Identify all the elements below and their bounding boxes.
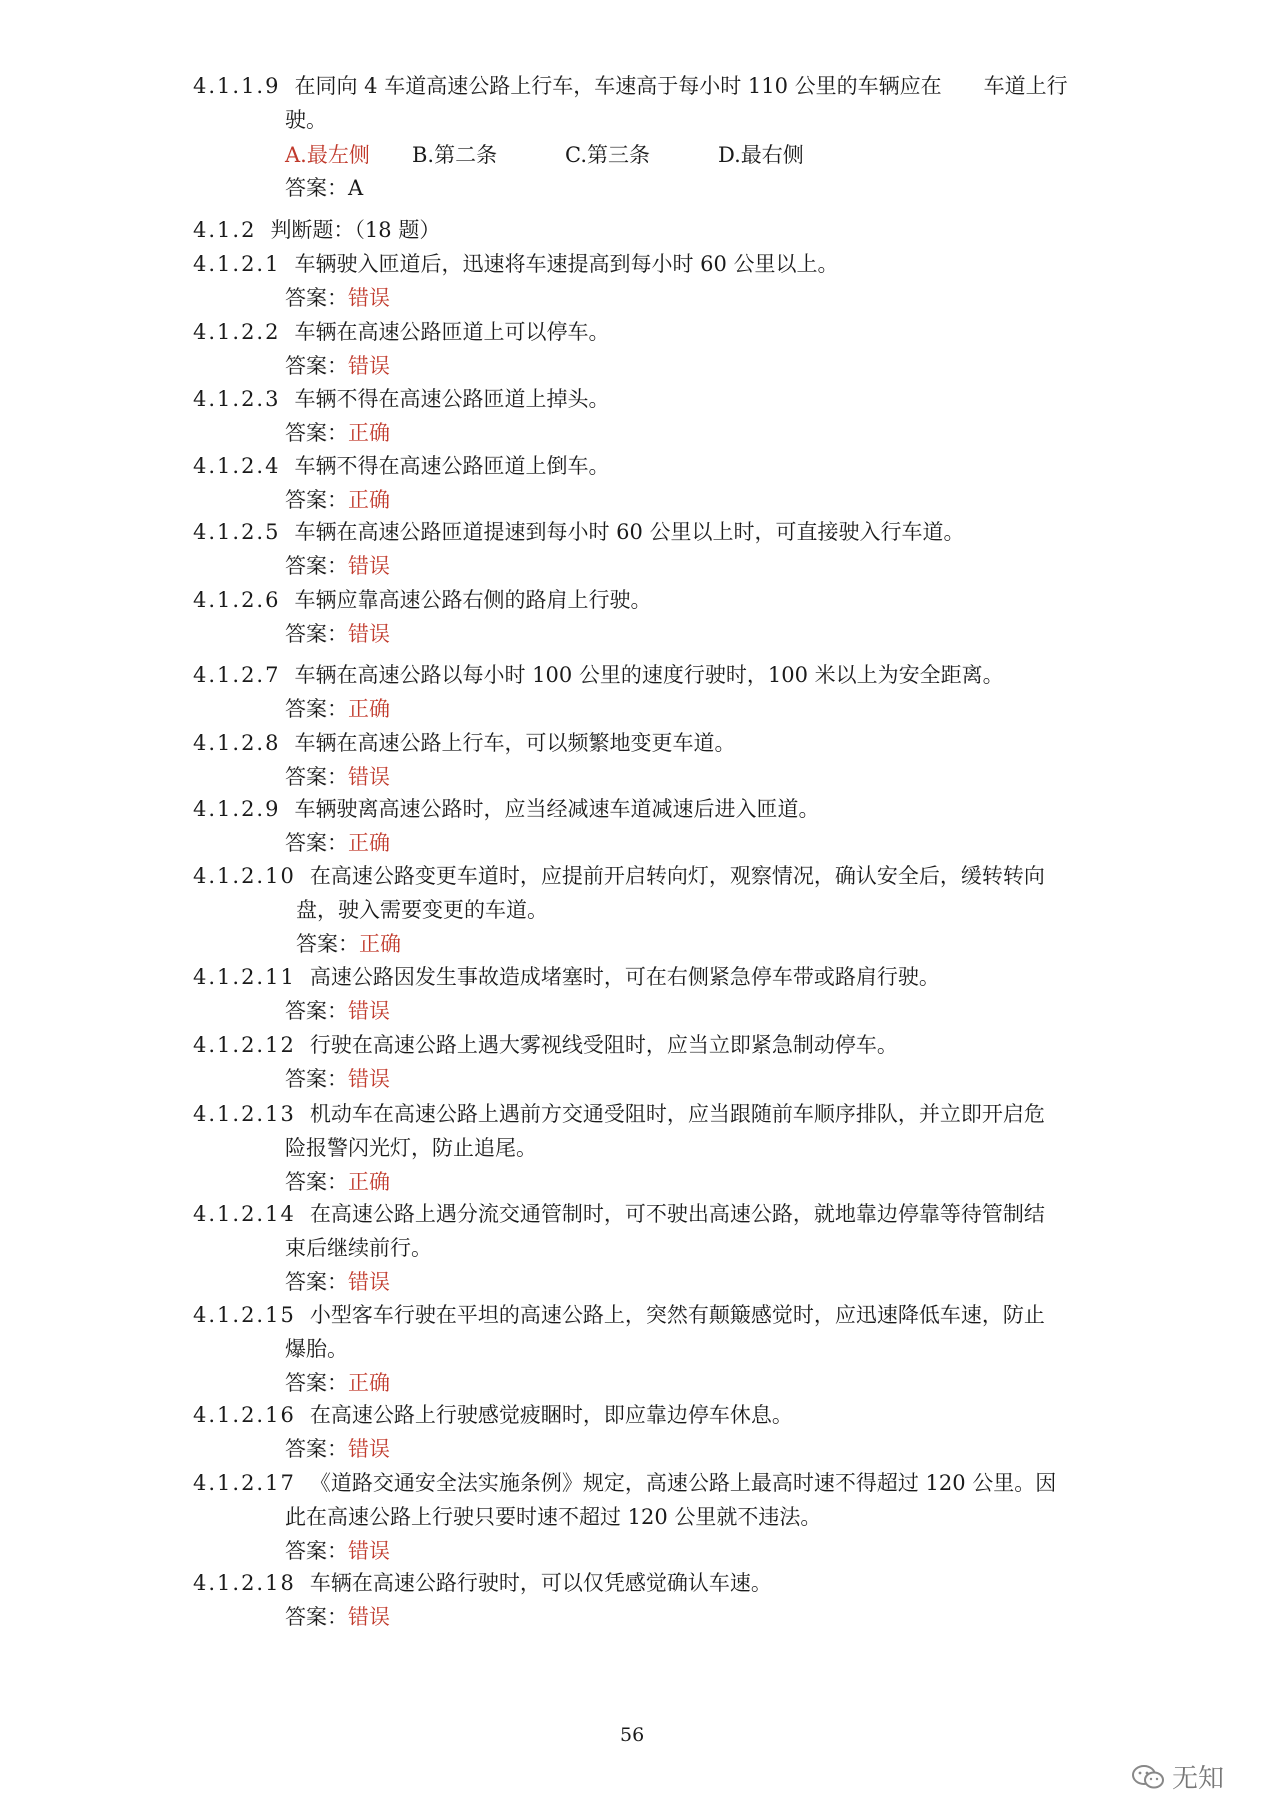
question-number: 4.1.2.8 — [193, 731, 281, 755]
question-text: 车辆应靠高速公路右侧的路肩上行驶。 — [294, 588, 652, 612]
answer-line — [285, 174, 363, 202]
question-text: 在高速公路变更车道时，应提前开启转向灯，观察情况，确认安全后，缓转转向 — [309, 864, 1045, 888]
answer-value: 正确 — [348, 488, 390, 512]
answer-value: 错误 — [348, 622, 390, 646]
question-line — [193, 518, 965, 546]
question-line — [193, 1031, 898, 1059]
question-number: 4.1.2.9 — [193, 797, 281, 821]
wechat-icon — [1130, 1762, 1166, 1792]
answer-label: 答案： — [285, 1067, 348, 1091]
question-number: 4.1.1.9 — [193, 74, 281, 98]
question-text: 车辆驶离高速公路时，应当经减速车道减速后进入匝道。 — [294, 797, 820, 821]
question-line — [193, 318, 609, 346]
question-line — [193, 385, 609, 413]
question-text: 车辆不得在高速公路匝道上倒车。 — [294, 454, 610, 478]
answer-label: 答案： — [285, 765, 348, 789]
question-line — [193, 661, 1004, 689]
page-number: 56 — [620, 1724, 645, 1746]
answer-label: 答案： — [285, 421, 348, 445]
answer-line — [285, 1603, 390, 1631]
question-number: 4.1.2.15 — [193, 1303, 296, 1327]
answer-label: 答案： — [285, 1270, 348, 1294]
question-line-cont — [285, 1134, 537, 1162]
question-line — [193, 1401, 793, 1429]
option-c: C.第三条 — [565, 143, 650, 167]
question-text: 《道路交通安全法实施条例》规定，高速公路上最高时速不得超过 120 公里。因 — [309, 1471, 1057, 1495]
answer-value: 错误 — [348, 354, 390, 378]
answer-label: 答案： — [285, 1539, 348, 1563]
answer-line — [296, 930, 401, 958]
question-text: 行驶在高速公路上遇大雾视线受阻时，应当立即紧急制动停车。 — [309, 1033, 898, 1057]
question-number: 4.1.2.17 — [193, 1471, 296, 1495]
question-text: 车辆在高速公路上行车，可以频繁地变更车道。 — [294, 731, 736, 755]
answer-label: 答案： — [285, 999, 348, 1023]
answer-line — [285, 1369, 390, 1397]
question-line — [193, 862, 1045, 890]
answer-value: 正确 — [348, 421, 390, 445]
answer-label: 答案： — [285, 1170, 348, 1194]
answer-line — [285, 763, 390, 791]
answer-value: 错误 — [348, 286, 390, 310]
answer-label: 答案： — [285, 1605, 348, 1629]
answer-value: 正确 — [348, 1371, 390, 1395]
watermark-text: 无知 — [1172, 1764, 1225, 1794]
question-text: 车辆不得在高速公路匝道上掉头。 — [294, 387, 610, 411]
question-line — [193, 452, 609, 480]
answer-line — [285, 829, 390, 857]
question-text: 驶。 — [285, 108, 327, 132]
option-a: A.最左侧 — [285, 143, 370, 167]
question-line — [193, 1569, 772, 1597]
option-b: B.第二条 — [412, 143, 498, 167]
question-number: 4.1.2.5 — [193, 520, 281, 544]
answer-value: 错误 — [348, 1605, 390, 1629]
question-number: 4.1.2.3 — [193, 387, 281, 411]
answer-line — [285, 620, 390, 648]
answer-line — [285, 1065, 390, 1093]
answer-line — [285, 352, 390, 380]
question-number: 4.1.2.1 — [193, 252, 281, 276]
question-text: 此在高速公路上行驶只要时速不超过 120 公里就不违法。 — [285, 1505, 822, 1529]
options-line — [285, 141, 804, 169]
question-number: 4.1.2.7 — [193, 663, 281, 687]
answer-value: 错误 — [348, 1437, 390, 1461]
answer-label: 答案： — [285, 354, 348, 378]
question-text: 车辆在高速公路行驶时，可以仅凭感觉确认车速。 — [309, 1571, 772, 1595]
watermark — [1130, 1758, 1224, 1795]
question-line — [193, 72, 1068, 100]
answer-label: 答案： — [285, 1371, 348, 1395]
question-line-cont — [285, 1234, 432, 1262]
question-line-cont — [296, 896, 548, 924]
question-text: 盘，驶入需要变更的车道。 — [296, 898, 548, 922]
question-line — [193, 1100, 1045, 1128]
answer-line — [285, 419, 390, 447]
question-line-cont — [285, 106, 327, 134]
question-number: 4.1.2.10 — [193, 864, 296, 888]
option-d: D.最右侧 — [718, 143, 804, 167]
question-number: 4.1.2.18 — [193, 1571, 296, 1595]
question-number: 4.1.2.4 — [193, 454, 281, 478]
answer-line — [285, 1168, 390, 1196]
question-text: 爆胎。 — [285, 1337, 348, 1361]
question-line — [193, 1200, 1045, 1228]
section-title: 判断题：（18 题） — [270, 218, 441, 242]
question-number: 4.1.2.12 — [193, 1033, 296, 1057]
answer-label: 答案： — [285, 697, 348, 721]
question-line-cont — [285, 1503, 821, 1531]
answer-label: 答案： — [285, 286, 348, 310]
question-line — [193, 795, 819, 823]
answer-value: 错误 — [348, 765, 390, 789]
question-text: 险报警闪光灯，防止追尾。 — [285, 1136, 537, 1160]
answer-line — [285, 284, 390, 312]
answer-label: 答案： — [285, 1437, 348, 1461]
question-text: 在高速公路上行驶感觉疲睏时，即应靠边停车休息。 — [309, 1403, 793, 1427]
answer-line — [285, 1537, 390, 1565]
answer-value: 正确 — [348, 697, 390, 721]
question-text: 在同向 4 车道高速公路上行车，车速高于每小时 110 公里的车辆应在 车道上行 — [294, 74, 1068, 98]
question-text: 车辆在高速公路以每小时 100 公里的速度行驶时，100 米以上为安全距离。 — [294, 663, 1004, 687]
question-line — [193, 963, 940, 991]
answer-value: 正确 — [348, 1170, 390, 1194]
answer-line — [285, 1268, 390, 1296]
answer-value: 正确 — [348, 831, 390, 855]
answer-line — [285, 695, 390, 723]
answer-value: 错误 — [348, 1539, 390, 1563]
question-line — [193, 586, 651, 614]
answer-value: 错误 — [348, 554, 390, 578]
question-line — [193, 1469, 1056, 1497]
answer-value: 错误 — [348, 1270, 390, 1294]
section-heading — [193, 216, 440, 244]
question-number: 4.1.2.14 — [193, 1202, 296, 1226]
question-text: 小型客车行驶在平坦的高速公路上，突然有颠簸感觉时，应迅速降低车速，防止 — [309, 1303, 1045, 1327]
section-number: 4.1.2 — [193, 218, 257, 242]
question-text: 车辆在高速公路匝道提速到每小时 60 公里以上时，可直接驶入行车道。 — [294, 520, 965, 544]
question-number: 4.1.2.6 — [193, 588, 281, 612]
question-line — [193, 250, 839, 278]
answer-label: 答案： — [285, 554, 348, 578]
question-text: 束后继续前行。 — [285, 1236, 432, 1260]
question-number: 4.1.2.11 — [193, 965, 296, 989]
question-number: 4.1.2.2 — [193, 320, 281, 344]
question-text: 车辆在高速公路匝道上可以停车。 — [294, 320, 610, 344]
question-number: 4.1.2.16 — [193, 1403, 296, 1427]
question-text: 车辆驶入匝道后，迅速将车速提高到每小时 60 公里以上。 — [294, 252, 839, 276]
answer-value: 正确 — [359, 932, 401, 956]
answer-label: 答案： — [285, 622, 348, 646]
answer-value: A — [348, 176, 364, 200]
answer-label: 答案： — [285, 488, 348, 512]
question-line — [193, 1301, 1045, 1329]
answer-line — [285, 1435, 390, 1463]
answer-label: 答案： — [285, 176, 348, 200]
question-line — [193, 729, 735, 757]
question-text: 高速公路因发生事故造成堵塞时，可在右侧紧急停车带或路肩行驶。 — [309, 965, 940, 989]
question-line-cont — [285, 1335, 348, 1363]
answer-line — [285, 997, 390, 1025]
question-text: 在高速公路上遇分流交通管制时，可不驶出高速公路，就地靠边停靠等待管制结 — [309, 1202, 1045, 1226]
answer-line — [285, 552, 390, 580]
answer-label: 答案： — [296, 932, 359, 956]
answer-label: 答案： — [285, 831, 348, 855]
answer-value: 错误 — [348, 999, 390, 1023]
answer-value: 错误 — [348, 1067, 390, 1091]
question-text: 机动车在高速公路上遇前方交通受阻时，应当跟随前车顺序排队，并立即开启危 — [309, 1102, 1045, 1126]
answer-line — [285, 486, 390, 514]
question-number: 4.1.2.13 — [193, 1102, 296, 1126]
